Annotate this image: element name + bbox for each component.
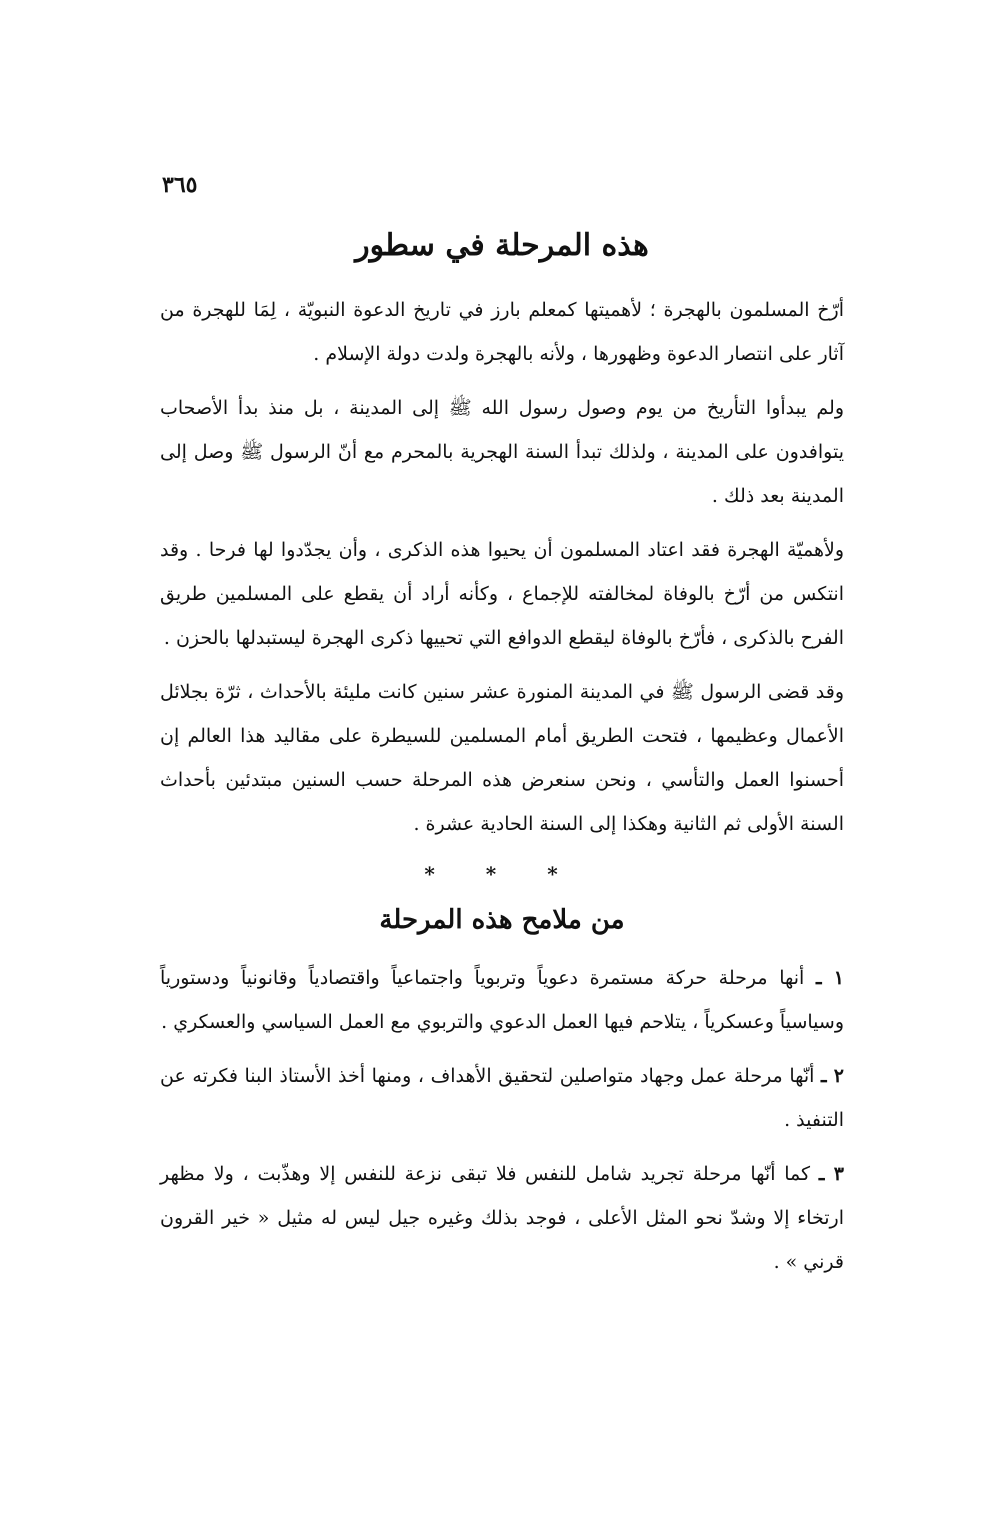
list-item xyxy=(160,956,844,1044)
list-item-text: أنها مرحلة حركة مستمرة دعوياً وتربوياً واجتماعياً واقتصادياً وقانونياً ودستورياً وسياسياً وعسكرياً ، يتلاحم فيها العمل الدعوي والتربوي مع العمل السياسي والعسكري . xyxy=(160,967,844,1033)
features-title: من ملامح هذه المرحلة xyxy=(379,905,625,935)
page-body xyxy=(160,160,844,1294)
paragraph: ولم يبدأوا التأريخ من يوم وصول رسول الله ﷺ إلى المدينة ، بل منذ بدأ الأصحاب يتوافدون على المدينة ، ولذلك تبدأ السنة الهجرية بالمحرم مع أنّ الرسول ﷺ وصل إلى المدينة بعد ذلك . xyxy=(160,397,844,507)
list-item-number: ١ ـ xyxy=(816,967,845,989)
paragraph: ولأهميّة الهجرة فقد اعتاد المسلمون أن يحيوا هذه الذكرى ، وأن يجدّدوا لها فرحا . وقد انتكس من أرّخ بالوفاة لمخالفته للإجماع ، وكأنه أراد أن يقطع على المسلمين طريق الفرح بالذكرى ، فأرّخ بالوفاة ليقطع الدوافع التي تحييها ذكرى الهجرة ليستبدلها بالحزن . xyxy=(160,539,844,649)
section-separator: * * * xyxy=(424,862,580,886)
list-item-text: أنّها مرحلة عمل وجهاد متواصلين لتحقيق الأهداف ، ومنها أخذ الأستاذ البنا فكرته عن التنفيذ . xyxy=(160,1065,844,1131)
section-title: هذه المرحلة في سطور xyxy=(355,228,649,263)
list-item-number: ٣ ـ xyxy=(818,1163,844,1185)
list-item xyxy=(160,1152,844,1284)
paragraph: أرّخ المسلمون بالهجرة ؛ لأهميتها كمعلم بارز في تاريخ الدعوة النبويّة ، لِمَا للهجرة من آثار على انتصار الدعوة وظهورها ، ولأنه بالهجرة ولدت دولة الإسلام . xyxy=(160,299,844,365)
list-item-text: كما أنّها مرحلة تجريد شامل للنفس فلا تبقى نزعة للنفس إلا وهذّبت ، ولا مظهر ارتخاء إلا وشدّ نحو المثل الأعلى ، فوجد بذلك وغيره جيل ليس له مثيل « خير القرون قرني » . xyxy=(160,1163,844,1273)
list-item-number: ٢ ـ xyxy=(821,1065,844,1087)
page-number: ٣٦٥ xyxy=(162,172,198,198)
list-item xyxy=(160,1054,844,1142)
paragraph: وقد قضى الرسول ﷺ في المدينة المنورة عشر سنين كانت مليئة بالأحداث ، ثرّة بجلائل الأعمال وعظيمها ، فتحت الطريق أمام المسلمين للسيطرة على مقاليد هذا العالم إن أحسنوا العمل والتأسي ، ونحن سنعرض هذه المرحلة حسب السنين مبتدئين بأحداث السنة الأولى ثم الثانية وهكذا إلى السنة الحادية عشرة . xyxy=(160,681,844,835)
